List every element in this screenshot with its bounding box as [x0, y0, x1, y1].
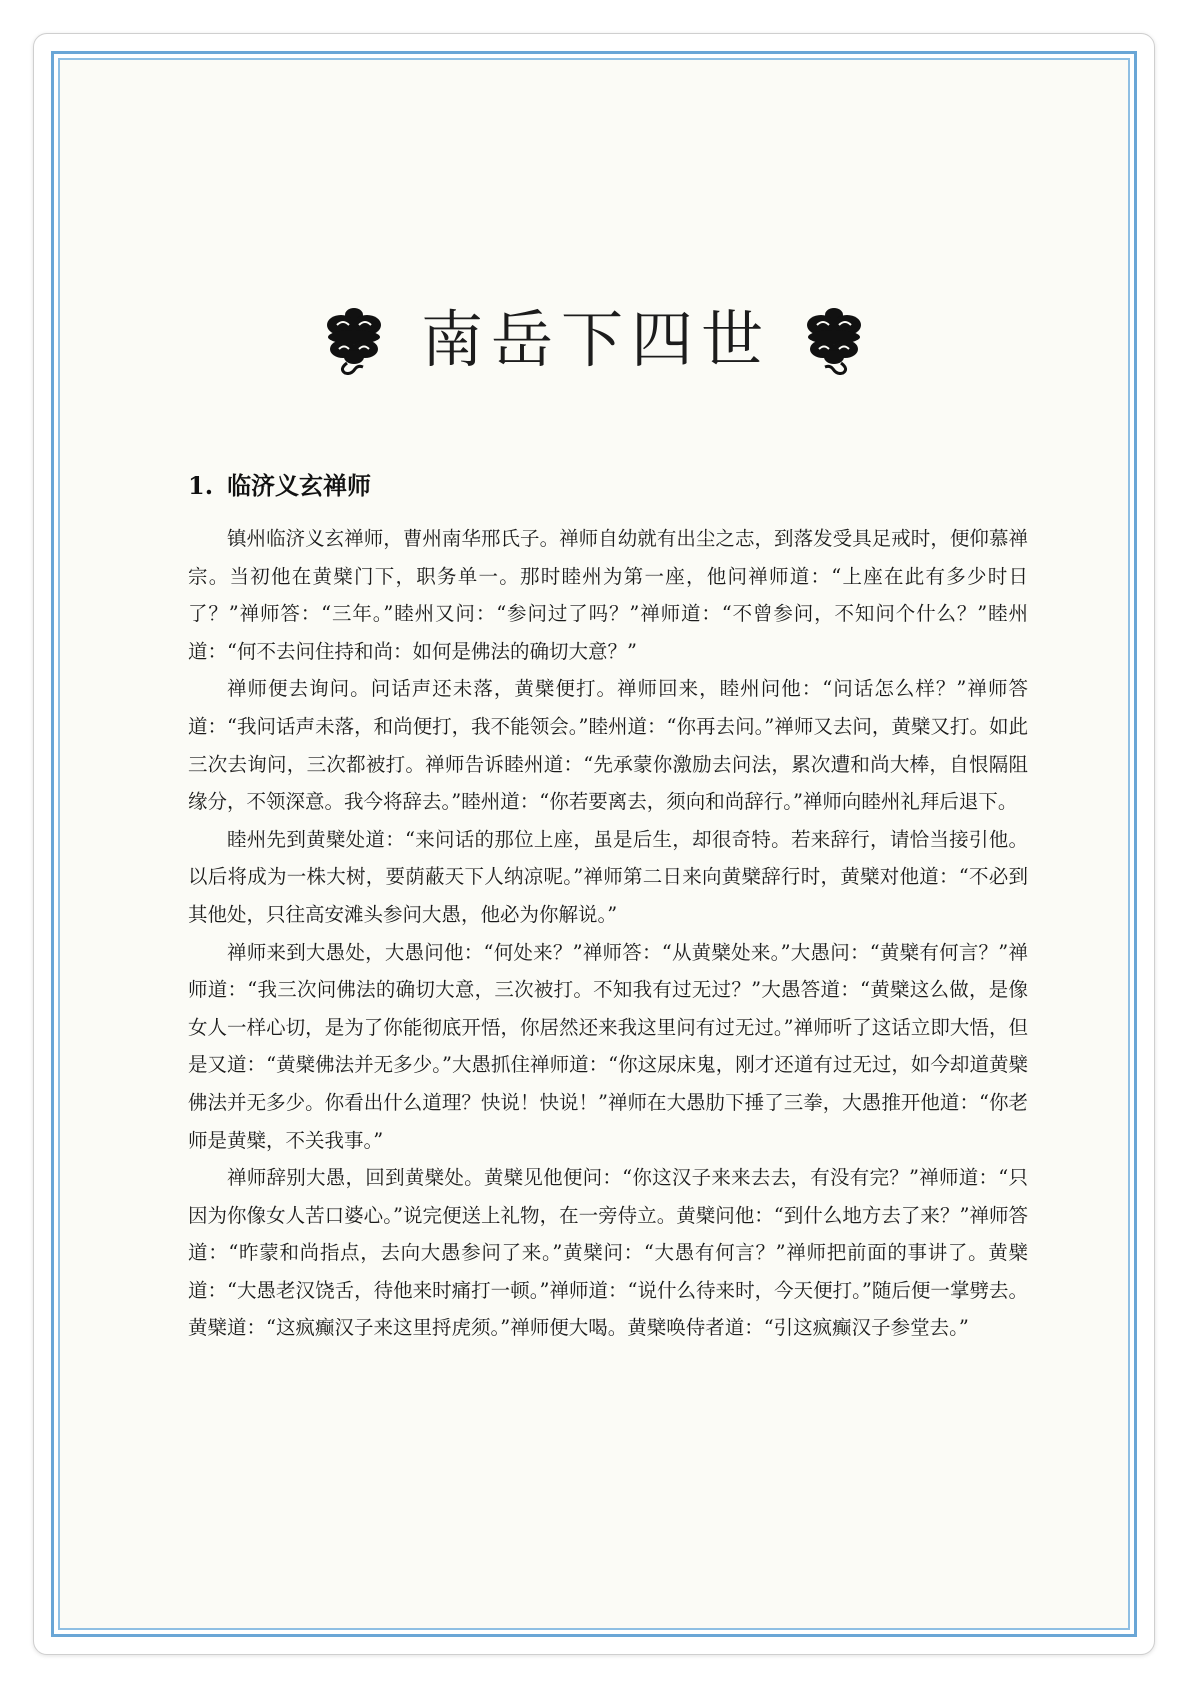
- paragraph: 禅师便去询问。问话声还未落，黄檗便打。禅师回来，睦州问他：“问话怎么样？”禅师答道：“我问话声未落，和尚便打，我不能领会。”睦州道：“你再去问。”禅师又去问，黄檗又打。如此三次去询问，三次都被打。禅师告诉睦州道：“先承蒙你激励去问法，累次遭和尚大棒，自恨隔阻缘分，不领深意。我今将辞去。”睦州道：“你若要离去，须向和尚辞行。”禅师向睦州礼拜后退下。: [188, 677, 1028, 814]
- body-text: [188, 520, 1028, 1347]
- section-title: 临济义玄禅师: [227, 471, 372, 500]
- cloud-ornament-left-icon: [319, 305, 389, 375]
- paragraph: 禅师来到大愚处，大愚问他：“何处来？”禅师答：“从黄檗处来。”大愚问：“黄檗有何言？”禅师道：“我三次问佛法的确切大意，三次被打。不知我有过无过？”大愚答道：“黄檗这么做，是像女人一样心切，是为了你能彻底开悟，你居然还来我这里问有过无过。”禅师听了这话立即大悟，但是又道：“黄檗佛法并无多少。”大愚抓住禅师道：“你这尿床鬼，刚才还道有过无过，如今却道黄檗佛法并无多少。你看出什么道理？快说！快说！”禅师在大愚肋下捶了三拳，大愚推开他道：“你老师是黄檗，不关我事。”: [188, 940, 1028, 1152]
- chapter-title: 南岳下四世: [420, 303, 771, 376]
- cloud-ornament-right-icon: [799, 305, 869, 375]
- chapter-header: [58, 295, 1130, 385]
- paragraph: 睦州先到黄檗处道：“来问话的那位上座，虽是后生，却很奇特。若来辞行，请恰当接引他。以后将成为一株大树，要荫蔽天下人纳凉呢。”禅师第二日来向黄檗辞行时，黄檗对他道：“不必到其他处，只往高安滩头参问大愚，他必为你解说。”: [188, 827, 1028, 926]
- paragraph: 禅师辞别大愚，回到黄檗处。黄檗见他便问：“你这汉子来来去去，有没有完？”禅师道：“只因为你像女人苦口婆心。”说完便送上礼物，在一旁侍立。黄檗问他：“到什么地方去了来？”禅师答道：“昨蒙和尚指点，去向大愚参问了来。”黄檗问：“大愚有何言？”禅师把前面的事讲了。黄檗道：“大愚老汉饶舌，待他来时痛打一顿。”禅师道：“说什么待来时，今天便打。”随后便一掌劈去。黄檗道：“这疯癫汉子来这里捋虎须。”禅师便大喝。黄檗唤侍者道：“引这疯癫汉子参堂去。”: [188, 1166, 1028, 1340]
- section-heading: [188, 466, 371, 501]
- section-number: 1.: [188, 471, 214, 500]
- paragraph: 镇州临济义玄禅师，曹州南华邢氏子。禅师自幼就有出尘之志，到落发受具足戒时，便仰慕禅宗。当初他在黄檗门下，职务单一。那时睦州为第一座，他问禅师道：“上座在此有多少时日了？”禅师答：“三年。”睦州又问：“参问过了吗？”禅师道：“不曾参问，不知问个什么？”睦州道：“何不去问住持和尚：如何是佛法的确切大意？”: [188, 527, 1028, 663]
